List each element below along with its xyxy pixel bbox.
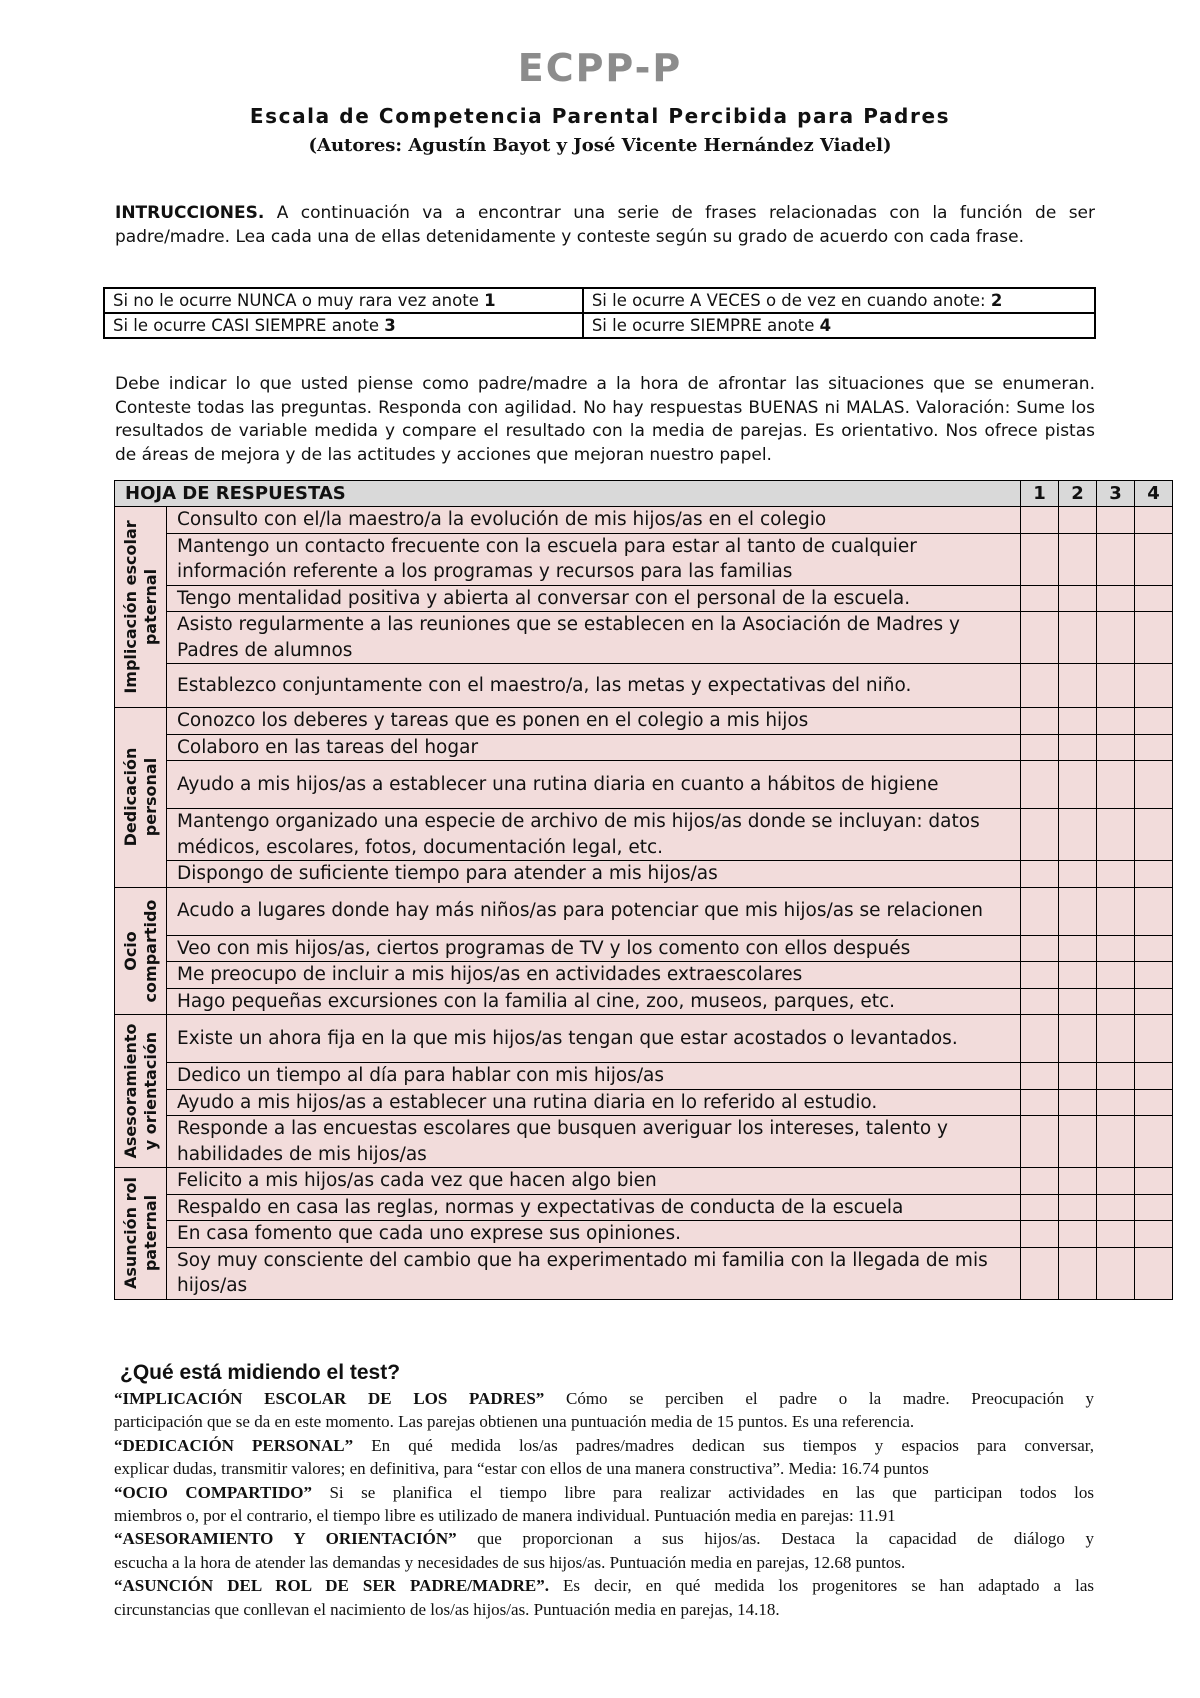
item-text: Asisto regularmente a las reuniones que se establecen en la Asociación de Madres y Padres de alumnos: [167, 612, 1021, 664]
answer-box-1[interactable]: [1021, 533, 1059, 585]
answer-box-3[interactable]: [1097, 1116, 1135, 1168]
answer-box-3[interactable]: [1097, 708, 1135, 735]
answer-box-3[interactable]: [1097, 734, 1135, 761]
answer-box-2[interactable]: [1059, 664, 1097, 708]
dimension-label-line: Dedicación: [120, 747, 140, 847]
answer-box-1[interactable]: [1021, 935, 1059, 962]
measure-name: “IMPLICACIÓN ESCOLAR DE LOS PADRES”: [114, 1389, 545, 1408]
measure-name: “DEDICACIÓN PERSONAL”: [114, 1435, 354, 1455]
answer-box-2[interactable]: [1059, 887, 1097, 935]
answer-box-3[interactable]: [1097, 664, 1135, 708]
answer-box-4[interactable]: [1135, 507, 1173, 534]
item-text: Hago pequeñas excursiones con la familia al cine, zoo, museos, parques, etc.: [167, 988, 1021, 1015]
answer-box-2[interactable]: [1059, 1063, 1097, 1090]
item-text: Tengo mentalidad positiva y abierta al conversar con el personal de la escuela.: [167, 585, 1021, 612]
measure-text: participación que se da en este momento. Las parejas obtienen una puntuación media de 15 puntos. Es una referencia.: [114, 1412, 915, 1432]
scale-text: Si le ocurre A VECES o de vez en cuando anote:: [591, 290, 991, 310]
instructions-paragraph: [115, 202, 1095, 249]
measure-text: Cómo se perciben el padre o la madre. Preocupación y: [544, 1389, 1095, 1408]
scale-value: 1: [484, 290, 496, 310]
scale-value: 2: [990, 290, 1003, 310]
answer-box-2[interactable]: [1059, 809, 1097, 861]
answer-box-2[interactable]: [1059, 935, 1097, 962]
item-text: Existe un ahora fija en la que mis hijos/as tengan que estar acostados o levantados.: [167, 1015, 1021, 1063]
measure-text: Si se planifica el tiempo libre para realizar actividades en las que participan todos los: [311, 1482, 1095, 1502]
answer-box-4[interactable]: [1135, 1089, 1173, 1116]
item-text: Acudo a lugares donde hay más niños/as para potenciar que mis hijos/as se relacionen: [167, 887, 1021, 935]
answer-box-4[interactable]: [1135, 962, 1173, 989]
answer-box-3[interactable]: [1097, 585, 1135, 612]
item-text: Consulto con el/la maestro/a la evolución de mis hijos/as en el colegio: [167, 507, 1021, 534]
answer-box-4[interactable]: [1135, 887, 1173, 935]
scale-text: Si le ocurre CASI SIEMPRE anote: [113, 315, 385, 335]
item-text: Soy muy consciente del cambio que ha experimentado mi familia con la llegada de mis hijos/as: [167, 1247, 1021, 1299]
dimension-label: [115, 507, 167, 708]
item-text: Colaboro en las tareas del hogar: [167, 734, 1021, 761]
answer-row: [115, 887, 1173, 935]
answer-box-2[interactable]: [1059, 1015, 1097, 1063]
dimension-label-line: compartido: [140, 899, 160, 1003]
measure-entry: [114, 1574, 1094, 1597]
answer-row: [115, 809, 1173, 861]
answer-box-1[interactable]: [1021, 761, 1059, 809]
answer-box-1[interactable]: [1021, 861, 1059, 888]
measure-entry: [114, 1481, 1094, 1504]
answer-box-4[interactable]: [1135, 761, 1173, 809]
scale-text: Si le ocurre SIEMPRE anote: [591, 315, 820, 335]
dimension-label: [115, 887, 167, 1015]
answer-box-1[interactable]: [1021, 1194, 1059, 1221]
answer-box-2[interactable]: [1059, 734, 1097, 761]
item-text: Dispongo de suficiente tiempo para atender a mis hijos/as: [167, 861, 1021, 888]
answer-row: [115, 1221, 1173, 1248]
dimension-label-line: Asesoramiento: [120, 1023, 140, 1159]
answer-box-1[interactable]: [1021, 1221, 1059, 1248]
answer-sheet-header: HOJA DE RESPUESTAS: [115, 481, 1021, 507]
answer-row: [115, 1194, 1173, 1221]
answer-sheet-table: [114, 480, 1173, 1300]
answer-box-4[interactable]: [1135, 1194, 1173, 1221]
dimension-label-line: paternal: [140, 1195, 160, 1272]
answer-box-4[interactable]: [1135, 988, 1173, 1015]
answer-box-4[interactable]: [1135, 708, 1173, 735]
answer-box-2[interactable]: [1059, 1168, 1097, 1195]
answer-box-2[interactable]: [1059, 612, 1097, 664]
answer-row: [115, 1247, 1173, 1299]
answer-box-3[interactable]: [1097, 1168, 1135, 1195]
answer-box-4[interactable]: [1135, 1221, 1173, 1248]
answer-box-4[interactable]: [1135, 1063, 1173, 1090]
measure-entry: [114, 1434, 1094, 1457]
measures-title: ¿Qué está midiendo el test?: [120, 1361, 401, 1384]
answer-box-1[interactable]: [1021, 1089, 1059, 1116]
answer-row: [115, 708, 1173, 735]
answer-box-4[interactable]: [1135, 1116, 1173, 1168]
column-header-1: 1: [1021, 481, 1059, 507]
answer-row: [115, 1168, 1173, 1195]
answer-box-1[interactable]: [1021, 664, 1059, 708]
answer-box-2[interactable]: [1059, 1221, 1097, 1248]
answer-box-4[interactable]: [1135, 664, 1173, 708]
dimension-label-line: personal: [140, 758, 160, 837]
measure-text: escucha a la hora de atender las demandas y necesidades de sus hijos/as. Puntuación media en parejas, 12.68 puntos.: [114, 1552, 906, 1572]
item-text: Respaldo en casa las reglas, normas y expectativas de conducta de la escuela: [167, 1194, 1021, 1221]
item-text: Veo con mis hijos/as, ciertos programas de TV y los comento con ellos después: [167, 935, 1021, 962]
item-text: Ayudo a mis hijos/as a establecer una rutina diaria en lo referido al estudio.: [167, 1089, 1021, 1116]
answer-box-4[interactable]: [1135, 861, 1173, 888]
item-text: En casa fomento que cada uno exprese sus opiniones.: [167, 1221, 1021, 1248]
answer-box-3[interactable]: [1097, 887, 1135, 935]
measure-text: En qué medida los/as padres/madres dedican sus tiempos y espacios para conversar,: [353, 1435, 1095, 1455]
answer-box-2[interactable]: [1059, 1194, 1097, 1221]
item-text: Me preocupo de incluir a mis hijos/as en actividades extraescolares: [167, 962, 1021, 989]
answer-box-2[interactable]: [1059, 1116, 1097, 1168]
measure-name: “ASESORAMIENTO Y ORIENTACIÓN”: [114, 1529, 457, 1549]
answer-box-2[interactable]: [1059, 507, 1097, 534]
measure-text: explicar dudas, transmitir valores; en definitiva, para “estar con ellos de una manera constructiva”. Media: 16.74 puntos: [114, 1459, 929, 1479]
answer-box-4[interactable]: [1135, 1247, 1173, 1299]
answer-box-2[interactable]: [1059, 1247, 1097, 1299]
answer-box-2[interactable]: [1059, 533, 1097, 585]
document-subtitle: Escala de Competencia Parental Percibida para Padres: [249, 104, 951, 128]
answer-row: [115, 935, 1173, 962]
item-text: Dedico un tiempo al día para hablar con mis hijos/as: [167, 1063, 1021, 1090]
dimension-label-line: paternal: [140, 568, 160, 646]
answer-row: [115, 1089, 1173, 1116]
answer-box-3[interactable]: [1097, 1221, 1135, 1248]
scale-cell: [583, 288, 1095, 313]
answer-box-3[interactable]: [1097, 761, 1135, 809]
answer-box-1[interactable]: [1021, 1116, 1059, 1168]
document-title: ECPP-P: [517, 46, 683, 90]
item-text: Responde a las encuestas escolares que busquen averiguar los intereses, talento y habilidades de mis hijos/as: [167, 1116, 1021, 1168]
answer-box-1[interactable]: [1021, 585, 1059, 612]
measure-name: “OCIO COMPARTIDO”: [114, 1482, 312, 1502]
answer-box-3[interactable]: [1097, 1063, 1135, 1090]
measure-entry: [114, 1527, 1094, 1550]
column-header-4: 4: [1135, 481, 1173, 507]
answer-row: [115, 507, 1173, 534]
answer-box-4[interactable]: [1135, 533, 1173, 585]
answer-row: [115, 962, 1173, 989]
answer-box-3[interactable]: [1097, 1015, 1135, 1063]
answer-box-3[interactable]: [1097, 533, 1135, 585]
scale-cell: [104, 288, 583, 313]
answer-row: [115, 1015, 1173, 1063]
answer-box-3[interactable]: [1097, 935, 1135, 962]
answer-box-3[interactable]: [1097, 1247, 1135, 1299]
answer-box-1[interactable]: [1021, 1015, 1059, 1063]
answer-box-1[interactable]: [1021, 507, 1059, 534]
answer-row: [115, 1116, 1173, 1168]
answer-box-1[interactable]: [1021, 734, 1059, 761]
answer-row: [115, 861, 1173, 888]
answer-box-4[interactable]: [1135, 1015, 1173, 1063]
answer-box-1[interactable]: [1021, 809, 1059, 861]
measure-name: “ASUNCIÓN DEL ROL DE SER PADRE/MADRE”.: [114, 1576, 549, 1596]
item-text: Mantengo un contacto frecuente con la escuela para estar al tanto de cualquier información referente a los programas y recursos para las familias: [167, 533, 1021, 585]
answer-box-4[interactable]: [1135, 1168, 1173, 1195]
answer-box-2[interactable]: [1059, 962, 1097, 989]
answer-row: [115, 533, 1173, 585]
answer-box-3[interactable]: [1097, 988, 1135, 1015]
answer-box-3[interactable]: [1097, 612, 1135, 664]
dimension-label: [115, 1168, 167, 1300]
item-text: Conozco los deberes y tareas que es ponen en el colegio a mis hijos: [167, 708, 1021, 735]
measures-description: [114, 1387, 1094, 1621]
answer-box-3[interactable]: [1097, 861, 1135, 888]
instructions-label: INTRUCCIONES.: [115, 203, 265, 223]
answer-box-1[interactable]: [1021, 988, 1059, 1015]
dimension-label-line: Ocio: [120, 930, 140, 971]
answer-box-2[interactable]: [1059, 761, 1097, 809]
document-authors: (Autores: Agustín Bayot y José Vicente Hernández Viadel): [308, 135, 892, 156]
answer-box-3[interactable]: [1097, 1089, 1135, 1116]
dimension-label: [115, 708, 167, 888]
answer-box-2[interactable]: [1059, 585, 1097, 612]
answer-box-1[interactable]: [1021, 962, 1059, 989]
answer-row: [115, 664, 1173, 708]
scale-cell: [104, 313, 583, 338]
answer-box-1[interactable]: [1021, 887, 1059, 935]
dimension-label-line: Implicación escolar: [120, 520, 140, 694]
answer-box-3[interactable]: [1097, 507, 1135, 534]
answer-row: [115, 585, 1173, 612]
answer-box-1[interactable]: [1021, 612, 1059, 664]
dimension-label-line: y orientación: [140, 1031, 160, 1151]
column-header-3: 3: [1097, 481, 1135, 507]
answer-box-1[interactable]: [1021, 1168, 1059, 1195]
answer-box-4[interactable]: [1135, 585, 1173, 612]
answer-box-1[interactable]: [1021, 1063, 1059, 1090]
answer-box-3[interactable]: [1097, 809, 1135, 861]
answer-box-2[interactable]: [1059, 988, 1097, 1015]
answer-box-1[interactable]: [1021, 1247, 1059, 1299]
scale-value: 3: [384, 315, 396, 335]
answer-box-3[interactable]: [1097, 962, 1135, 989]
answer-box-3[interactable]: [1097, 1194, 1135, 1221]
dimension-label: [115, 1015, 167, 1168]
measure-text: Es decir, en qué medida los progenitores se han adaptado a las: [548, 1576, 1094, 1596]
measure-entry: [114, 1387, 1094, 1410]
answer-box-2[interactable]: [1059, 861, 1097, 888]
answer-box-4[interactable]: [1135, 734, 1173, 761]
measure-text: miembros o, por el contrario, el tiempo libre es utilizado de manera individual. Puntuación media en parejas: 11.91: [114, 1506, 896, 1526]
item-text: Ayudo a mis hijos/as a establecer una rutina diaria en cuanto a hábitos de higiene: [167, 761, 1021, 809]
dimension-label-line: Asunción rol: [120, 1177, 140, 1290]
scale-text: Si no le ocurre NUNCA o muy rara vez anote: [113, 290, 485, 310]
answer-row: [115, 734, 1173, 761]
item-text: Mantengo organizado una especie de archivo de mis hijos/as donde se incluyan: datos médicos, escolares, fotos, documentación legal, etc.: [167, 809, 1021, 861]
answer-box-2[interactable]: [1059, 1089, 1097, 1116]
item-text: Felicito a mis hijos/as cada vez que hacen algo bien: [167, 1168, 1021, 1195]
measure-text: circunstancias que conllevan el nacimiento de los/as hijos/as. Puntuación media en parejas, 14.18.: [114, 1599, 780, 1619]
answer-row: [115, 1063, 1173, 1090]
scale-value: 4: [819, 315, 832, 335]
measure-text: que proporcionan a sus hijos/as. Destaca la capacidad de diálogo y: [456, 1529, 1095, 1549]
scale-cell: [583, 313, 1095, 338]
column-header-2: 2: [1059, 481, 1097, 507]
answer-box-2[interactable]: [1059, 708, 1097, 735]
answer-box-4[interactable]: [1135, 612, 1173, 664]
guidance-paragraph: Debe indicar lo que usted piense como padre/madre a la hora de afrontar las situaciones que se enumeran. Conteste todas las preguntas. Responda con agilidad. No hay respuestas BUENAS ni MALAS. Valoración: Sume los resultados de variable medida y compare el resultado con la media de parejas. Es orientativo. Nos ofrece pistas de áreas de mejora y de las actitudes y acciones que mejoran nuestro papel.: [115, 374, 1095, 465]
scale-legend-table: [103, 287, 1096, 339]
answer-row: [115, 761, 1173, 809]
answer-row: [115, 988, 1173, 1015]
instructions-text: A continuación va a encontrar una serie de frases relacionadas con la función de ser padre/madre. Lea cada una de ellas detenidamente y conteste según su grado de acuerdo con cada frase.: [115, 203, 1095, 247]
answer-box-4[interactable]: [1135, 935, 1173, 962]
answer-box-1[interactable]: [1021, 708, 1059, 735]
answer-box-4[interactable]: [1135, 809, 1173, 861]
answer-row: [115, 612, 1173, 664]
item-text: Establezco conjuntamente con el maestro/a, las metas y expectativas del niño.: [167, 664, 1021, 708]
